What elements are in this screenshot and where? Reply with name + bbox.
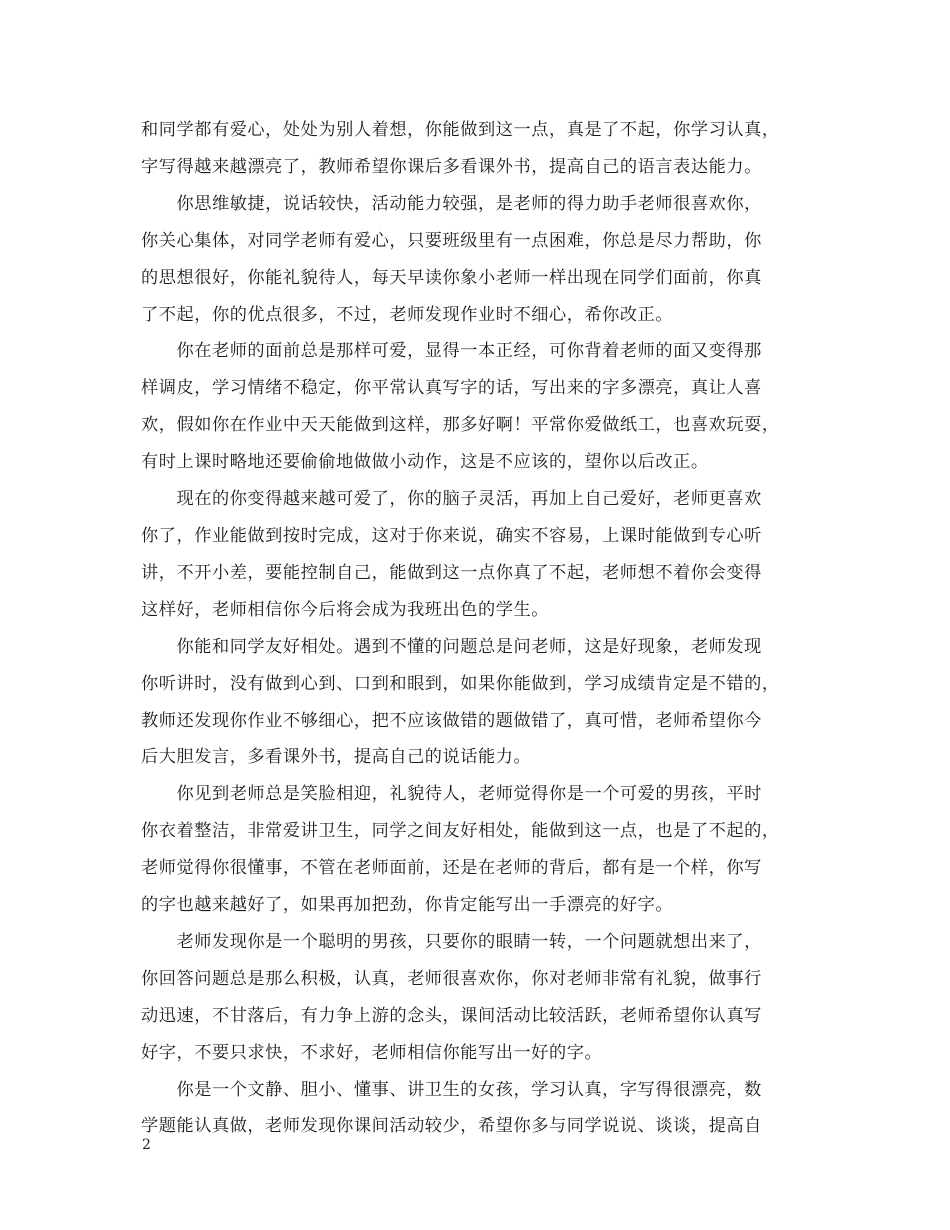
text-line: 的思想很好，你能礼貌待人，每天早读你象小老师一样出现在同学们面前，你真: [141, 267, 762, 288]
paragraph: [141, 112, 821, 186]
text-line: 你能和同学友好相处。遇到不懂的问题总是问老师，这是好现象，老师发现: [141, 636, 762, 657]
text-line: 教师还发现你作业不够细心，把不应该做错的题做错了，真可惜，老师希望你今: [141, 710, 762, 731]
text-line: 字写得越来越漂亮了，教师希望你课后多看课外书，提高自己的语言表达能力。: [141, 156, 762, 177]
text-line: 你见到老师总是笑脸相迎，礼貌待人，老师觉得你是一个可爱的男孩，平时: [141, 784, 762, 805]
paragraph: [141, 186, 821, 334]
text-line: 你衣着整洁，非常爱讲卫生，同学之间友好相处，能做到这一点，也是了不起的，: [141, 821, 780, 842]
text-line: 后大胆发言，多看课外书，提高自己的说话能力。: [141, 747, 532, 768]
paragraph: [141, 1072, 821, 1146]
text-line: 你听讲时，没有做到心到、口到和眼到，如果你能做到，学习成绩肯定是不错的，: [141, 673, 780, 694]
text-line: 你了，作业能做到按时完成，这对于你来说，确实不容易，上课时能做到专心听: [141, 525, 762, 546]
page-number: 2: [142, 1137, 151, 1153]
text-line: 现在的你变得越来越可爱了，你的脑子灵活，再加上自己爱好，老师更喜欢: [141, 489, 762, 510]
text-line: 这样好，老师相信你今后将会成为我班出色的学生。: [141, 599, 549, 620]
text-line: 样调皮，学习情绪不稳定，你平常认真写字的话，写出来的字多漂亮，真让人喜: [141, 378, 762, 399]
paragraph: [141, 776, 821, 924]
text-line: 讲，不开小差，要能控制自己，能做到这一点你真了不起，老师想不着你会变得: [141, 562, 762, 583]
text-line: 你是一个文静、胆小、懂事、讲卫生的女孩，学习认真，字写得很漂亮，数: [141, 1079, 762, 1100]
text-line: 好字，不要只求快，不求好，老师相信你能写出一好的字。: [141, 1042, 603, 1063]
text-line: 有时上课时略地还要偷偷地做做小动作，这是不应该的，望你以后改正。: [141, 452, 709, 473]
text-line: 的字也越来越好了，如果再加把劲，你肯定能写出一手漂亮的好字。: [141, 895, 674, 916]
text-line: 老师觉得你很懂事，不管在老师面前，还是在老师的背后，都有是一个样，你写: [141, 858, 762, 879]
paragraph: [141, 481, 821, 629]
text-line: 动迅速，不甘落后，有力争上游的念头，课间活动比较活跃，老师希望你认真写: [141, 1005, 762, 1026]
paragraph: [141, 924, 821, 1072]
text-line: 你思维敏捷，说话较快，活动能力较强，是老师的得力助手老师很喜欢你，: [141, 193, 762, 214]
paragraph: [141, 333, 821, 481]
text-line: 老师发现你是一个聪明的男孩，只要你的眼睛一转，一个问题就想出来了，: [141, 931, 762, 952]
text-line: 了不起，你的优点很多，不过，老师发现作业时不细心，希你改正。: [141, 304, 674, 325]
body-text: [141, 112, 821, 1145]
text-line: 你关心集体，对同学老师有爱心，只要班级里有一点困难，你总是尽力帮助，你: [141, 230, 762, 251]
text-line: 和同学都有爱心，处处为别人着想，你能做到这一点，真是了不起，你学习认真，: [141, 120, 780, 140]
text-line: 你回答问题总是那么积极，认真，老师很喜欢你，你对老师非常有礼貌，做事行: [141, 968, 762, 989]
text-line: 欢，假如你在作业中天天能做到这样，那多好啊！平常你爱做纸工，也喜欢玩耍，: [141, 415, 780, 436]
text-line: 你在老师的面前总是那样可爱，显得一本正经，可你背着老师的面又变得那: [141, 341, 762, 362]
text-line: 学题能认真做，老师发现你课间活动较少，希望你多与同学说说、谈谈，提高自: [141, 1116, 762, 1137]
paragraph: [141, 629, 821, 777]
